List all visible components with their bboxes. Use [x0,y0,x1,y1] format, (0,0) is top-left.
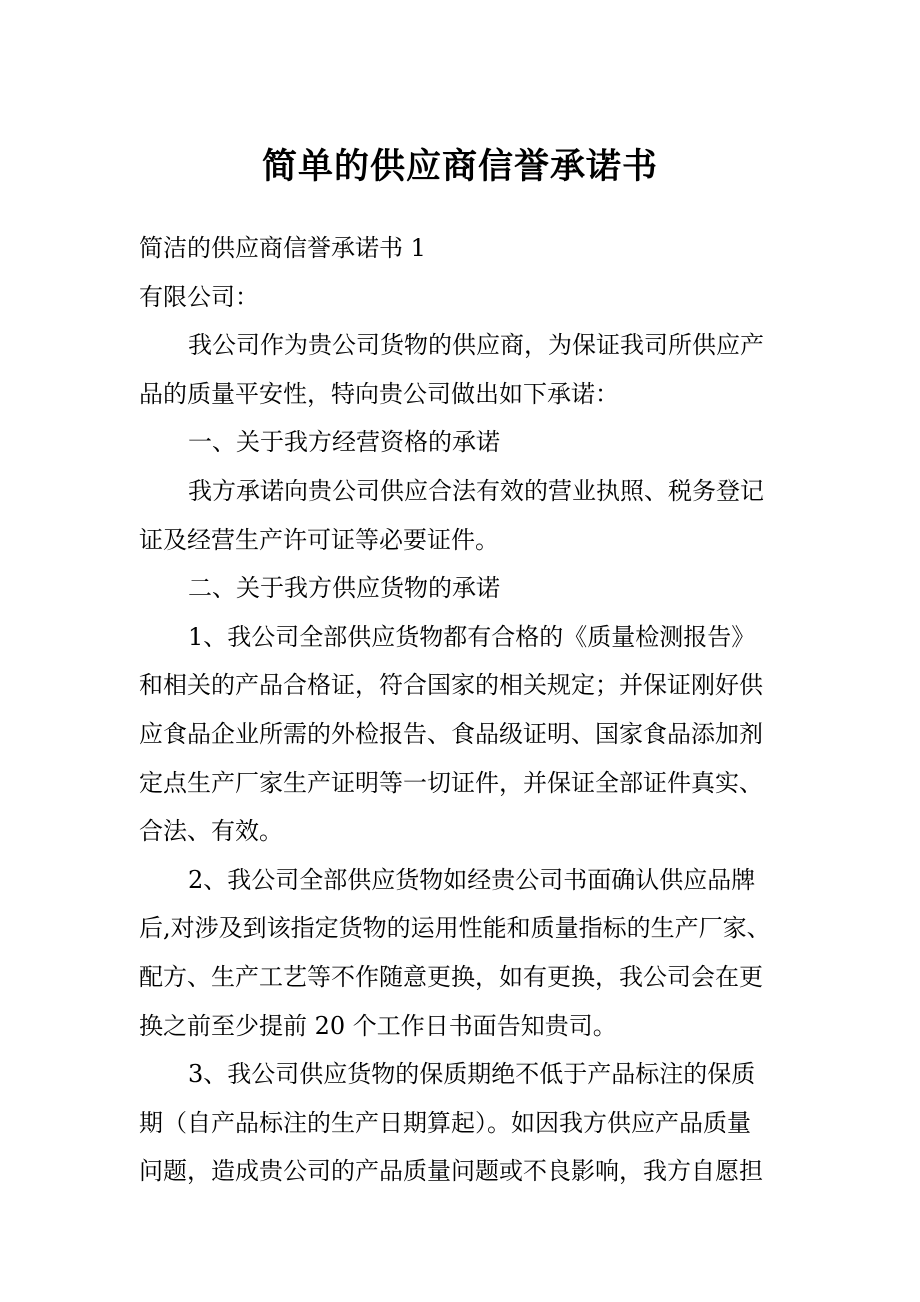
text-line: 合法、有效。 [139,817,283,846]
text-line: 和相关的产品合格证，符合国家的相关规定；并保证刚好供 [139,671,763,700]
text-line: 3、我公司供应货物的保质期绝不低于产品标注的保质 [188,1060,756,1089]
text-line: 换之前至少提前 20 个工作日书面告知贵司。 [139,1011,617,1040]
text-line: 二、关于我方供应货物的承诺 [188,574,500,603]
text-line: 品的质量平安性，特向贵公司做出如下承诺： [139,379,619,408]
document-body [139,224,799,1196]
text-line: 期（自产品标注的生产日期算起）。如因我方供应产品质量 [139,1108,751,1137]
document-title: 简单的供应商信誉承诺书 [261,146,658,187]
text-line: 我公司作为贵公司货物的供应商，为保证我司所供应产 [188,331,764,360]
text-line: 1、我公司全部供应货物都有合格的《质量检测报告》 [188,622,756,651]
text-line: 2、我公司全部供应货物如经贵公司书面确认供应品牌 [188,865,756,894]
text-line: 配方、生产工艺等不作随意更换，如有更换，我公司会在更 [139,962,763,991]
text-line: 证及经营生产许可证等必要证件。 [139,525,499,554]
text-line: 后,对涉及到该指定货物的运用性能和质量指标的生产厂家、 [139,914,771,943]
text-line: 简洁的供应商信誉承诺书 1 [139,234,426,262]
text-line: 应食品企业所需的外检报告、食品级证明、国家食品添加剂 [139,719,763,748]
text-line: 定点生产厂家生产证明等一切证件，并保证全部证件真实、 [139,768,763,797]
text-line: 问题，造成贵公司的产品质量问题或不良影响，我方自愿担 [139,1157,763,1186]
text-line: 一、关于我方经营资格的承诺 [188,428,500,457]
text-line: 有限公司： [139,282,259,311]
text-line: 我方承诺向贵公司供应合法有效的营业执照、税务登记 [188,476,764,505]
